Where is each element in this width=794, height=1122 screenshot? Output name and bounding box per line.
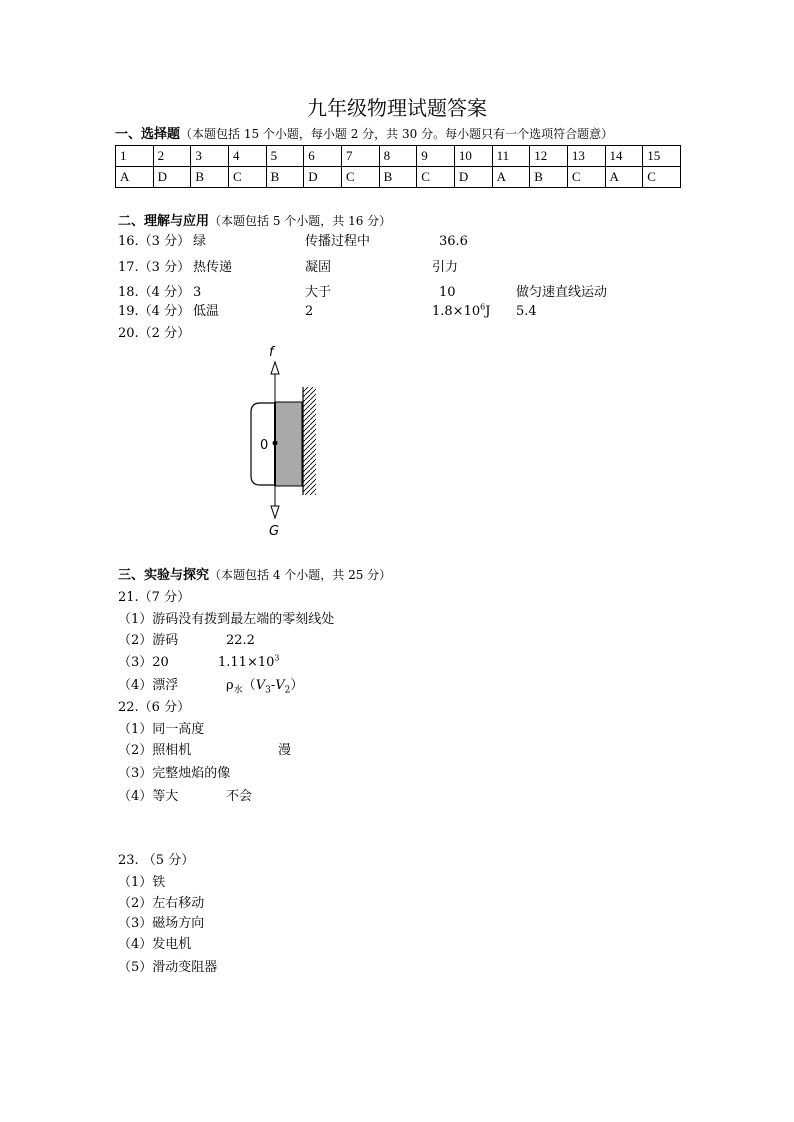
question-number: 14 (605, 146, 643, 167)
section1-heading-text: 一、选择题 (115, 127, 181, 142)
q20-label: 20.（2 分） (118, 326, 191, 341)
question-number: 1 (116, 146, 154, 167)
question-number: 7 (341, 146, 379, 167)
q18-answer-4: 做匀速直线运动 (516, 285, 608, 300)
section1-heading (115, 126, 613, 143)
volume-v3-subscript: 3 (265, 685, 271, 696)
volume-v2-subscript: 2 (284, 685, 291, 696)
q17-label: 17.（3 分） (118, 260, 191, 275)
q19-answer-4: 5.4 (516, 304, 537, 319)
section3-heading (118, 567, 391, 584)
answer-cell: D (153, 167, 191, 188)
question-number: 3 (191, 146, 229, 167)
q21-part-2-value: 22.2 (226, 633, 255, 648)
answer-cell: C (567, 167, 605, 188)
q19-answer-1: 低温 (193, 304, 220, 319)
q23-part-4: （4）发电机 (118, 937, 192, 952)
volume-v2: V (275, 678, 285, 693)
section2-note: （本题包括 5 个小题，共 16 分） (209, 214, 392, 228)
q23-part-3: （3）磁场方向 (118, 916, 205, 931)
q16-label: 16.（3 分） (118, 234, 191, 249)
question-number: 15 (643, 146, 681, 167)
q22-part-2: （2）照相机 (118, 743, 192, 758)
answer-cell: C (228, 167, 266, 188)
section2-heading (118, 213, 391, 230)
q16-answer-2: 传播过程中 (305, 234, 371, 249)
force-g-label: G (269, 524, 280, 539)
question-number: 8 (379, 146, 417, 167)
question-number: 9 (417, 146, 455, 167)
answer-table (115, 145, 681, 188)
question-number: 12 (530, 146, 568, 167)
shaded-block (275, 402, 302, 486)
q21-part-4: （4）漂浮 (118, 678, 179, 693)
q22-part-4: （4）等大 (118, 789, 179, 804)
q23-label: 23. （5 分） (118, 853, 195, 868)
answer-table-answer-row (116, 167, 681, 188)
question-number: 6 (304, 146, 342, 167)
q22-part-4-value: 不会 (226, 789, 253, 804)
answer-cell: B (191, 167, 229, 188)
q19-label: 19.（4 分） (118, 304, 191, 319)
force-g-arrowhead (271, 506, 279, 518)
answer-cell: C (341, 167, 379, 188)
q21-label: 21.（7 分） (118, 590, 191, 605)
q21-part-3: （3）20 (118, 655, 169, 670)
question-number: 4 (228, 146, 266, 167)
q23-part-2: （2）左右移动 (118, 896, 205, 911)
answer-cell: B (266, 167, 304, 188)
answer-cell: A (605, 167, 643, 188)
q19-answer-3-exponent: 6 (480, 302, 486, 312)
force-f-label: f (269, 345, 274, 360)
q21-part-3-base: 1.11×10 (218, 655, 275, 670)
section3-heading-text: 三、实验与探究 (118, 568, 210, 583)
answer-cell: D (454, 167, 492, 188)
q19-answer-3-unit: J (485, 304, 491, 319)
section2-heading-text: 二、理解与应用 (118, 214, 210, 229)
q18-label: 18.（4 分） (118, 285, 191, 300)
question-number: 5 (266, 146, 304, 167)
question-number: 11 (492, 146, 530, 167)
q21-part-1: （1）游码没有拨到最左端的零刻线处 (118, 612, 335, 627)
answer-cell: A (116, 167, 154, 188)
q17-answer-1: 热传递 (193, 260, 233, 275)
answer-cell: C (643, 167, 681, 188)
q18-answer-3: 10 (439, 285, 456, 300)
page-title: 九年级物理试题答案 (307, 96, 487, 120)
formula-minus: - (270, 678, 276, 693)
answer-cell: A (492, 167, 530, 188)
q17-answer-3: 引力 (432, 260, 459, 275)
q19-answer-3 (432, 304, 490, 320)
force-f-arrowhead (271, 362, 279, 374)
section1-note: （本题包括 15 个小题，每小题 2 分，共 30 分。每小题只有一个选项符合题意） (180, 127, 614, 141)
q22-part-1: （1）同一高度 (118, 722, 205, 737)
wall-hatching (303, 387, 316, 495)
q21-part-2: （2）游码 (118, 633, 179, 648)
volume-v3: V (255, 678, 266, 693)
answer-cell: B (530, 167, 568, 188)
question-number: 10 (454, 146, 492, 167)
q21-part-3-exponent: 3 (274, 653, 280, 663)
q23-part-1: （1）铁 (118, 875, 166, 890)
q19-answer-3-base: 1.8×10 (432, 304, 481, 319)
answer-cell: B (379, 167, 417, 188)
section3-note: （本题包括 4 个小题，共 25 分） (209, 568, 392, 582)
question-number: 2 (153, 146, 191, 167)
rho-subscript: 水 (233, 685, 243, 696)
formula-open-paren: （ (242, 678, 256, 693)
origin-label: 0 (260, 438, 269, 453)
q17-answer-2: 凝固 (305, 260, 332, 275)
q18-answer-2: 大于 (305, 285, 332, 300)
q23-part-5: （5）滑动变阻器 (118, 960, 218, 975)
question-number: 13 (567, 146, 605, 167)
q21-part-3-value (218, 655, 279, 671)
answer-cell: D (304, 167, 342, 188)
rho-symbol: ρ (226, 678, 234, 693)
q22-label: 22.（6 分） (118, 700, 191, 715)
answer-table-number-row (116, 146, 681, 167)
q22-part-3: （3）完整烛焰的像 (118, 766, 231, 781)
formula-close-paren: ） (290, 678, 304, 693)
q16-answer-3: 36.6 (439, 234, 468, 249)
q22-part-2-value: 漫 (278, 743, 292, 758)
q19-answer-2: 2 (305, 304, 314, 319)
q18-answer-1: 3 (193, 285, 202, 300)
origin-point (273, 441, 278, 446)
force-diagram (240, 340, 330, 540)
q21-part-4-formula (226, 678, 303, 694)
answer-cell: C (417, 167, 455, 188)
q16-answer-1: 绿 (193, 234, 207, 249)
